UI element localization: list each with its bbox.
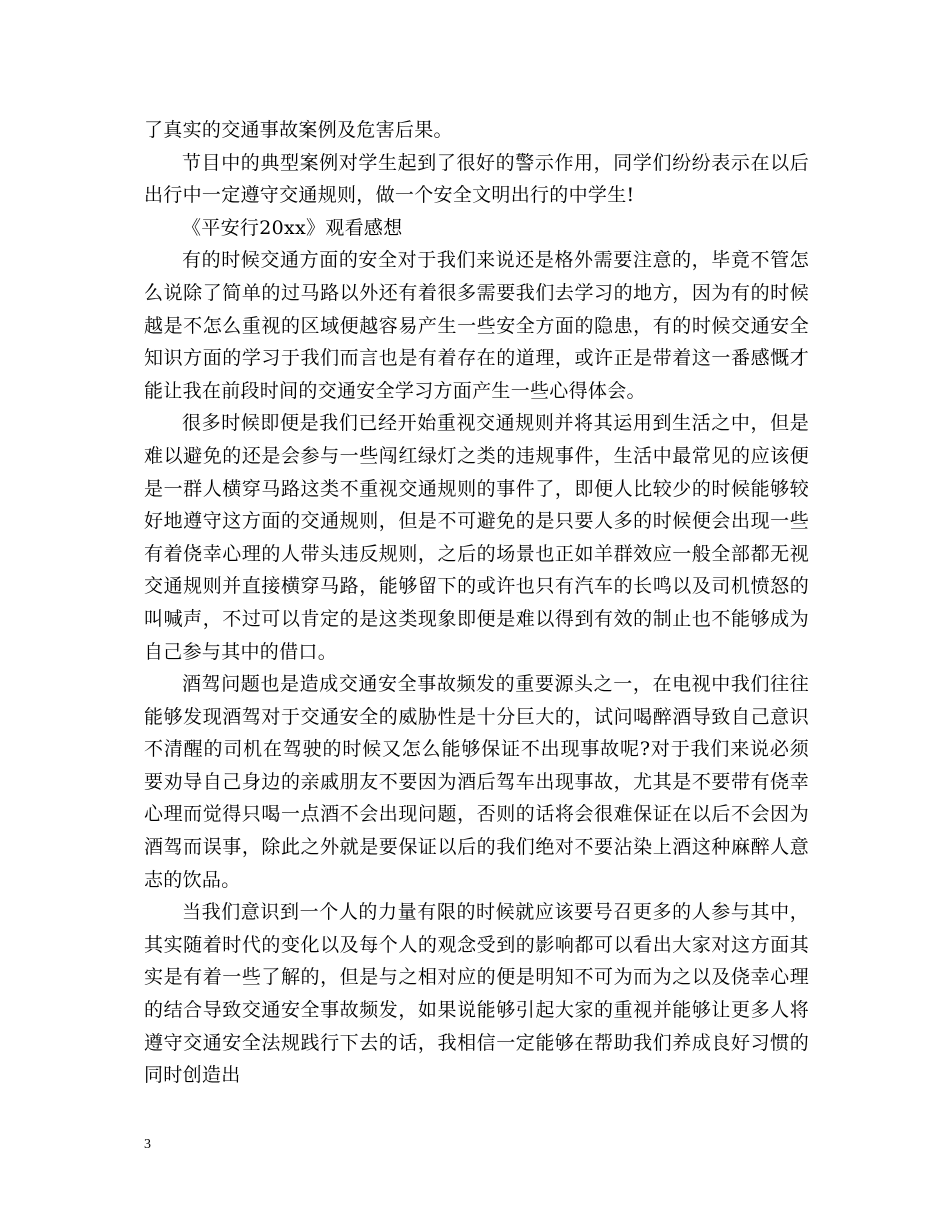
paragraph: 了真实的交通事故案例及危害后果。 bbox=[144, 119, 453, 141]
paragraph: 很多时候即便是我们已经开始重视交通规则并将其运用到生活之中，但是难以避免的还是会参与一些闯红绿灯之类的违规事件，生活中最常见的应该便是一群人横穿马路这类不重视交通规则的事件了，即便人比较少的时候能够较好地遵守这方面的交通规则，但是不可避免的是只要人多的时候便会出现一些有着侥幸心理的人带头违反规则，之后的场景也正如羊群效应一般全部都无视交通规则并直接横穿马路，能够留下的或许也只有汽车的长鸣以及司机愤怒的叫喊声，不过可以肯定的是这类现象即便是难以得到有效的制止也不能够成为自己参与其中的借口。 bbox=[144, 412, 809, 663]
paragraph: 酒驾问题也是造成交通安全事故频发的重要源头之一，在电视中我们往往能够发现酒驾对于交通安全的威胁性是十分巨大的，试问喝醉酒导致自己意识不清醒的司机在驾驶的时候又怎么能够保证不出现事故呢?对于我们来说必须要劝导自己身边的亲戚朋友不要因为酒后驾车出现事故，尤其是不要带有侥幸心理而觉得只喝一点酒不会出现问题，否则的话将会很难保证在以后不会因为酒驾而误事，除此之外就是要保证以后的我们绝对不要沾染上酒这种麻醉人意志的饮品。 bbox=[144, 673, 809, 891]
section-heading: 《平安行20xx》观看感想 bbox=[182, 216, 403, 239]
page-number: 3 bbox=[144, 1137, 151, 1152]
paragraph: 节目中的典型案例对学生起到了很好的警示作用，同学们纷纷表示在以后出行中一定遵守交通规则，做一个安全文明出行的中学生! bbox=[144, 151, 809, 207]
document-body bbox=[144, 114, 809, 1092]
paragraph: 有的时候交通方面的安全对于我们来说还是格外需要注意的，毕竟不管怎么说除了简单的过马路以外还有着很多需要我们去学习的地方，因为有的时候越是不怎么重视的区域便越容易产生一些安全方面的隐患，有的时候交通安全知识方面的学习于我们而言也是有着存在的道理，或许正是带着这一番感慨才能让我在前段时间的交通安全学习方面产生一些心得体会。 bbox=[144, 249, 809, 402]
paragraph: 当我们意识到一个人的力量有限的时候就应该要号召更多的人参与其中，其实随着时代的变化以及每个人的观念受到的影响都可以看出大家对这方面其实是有着一些了解的，但是与之相对应的便是明知不可为而为之以及侥幸心理的结合导致交通安全事故频发，如果说能够引起大家的重视并能够让更多人将遵守交通安全法规践行下去的话，我相信一定能够在帮助我们养成良好习惯的同时创造出 bbox=[144, 901, 809, 1087]
